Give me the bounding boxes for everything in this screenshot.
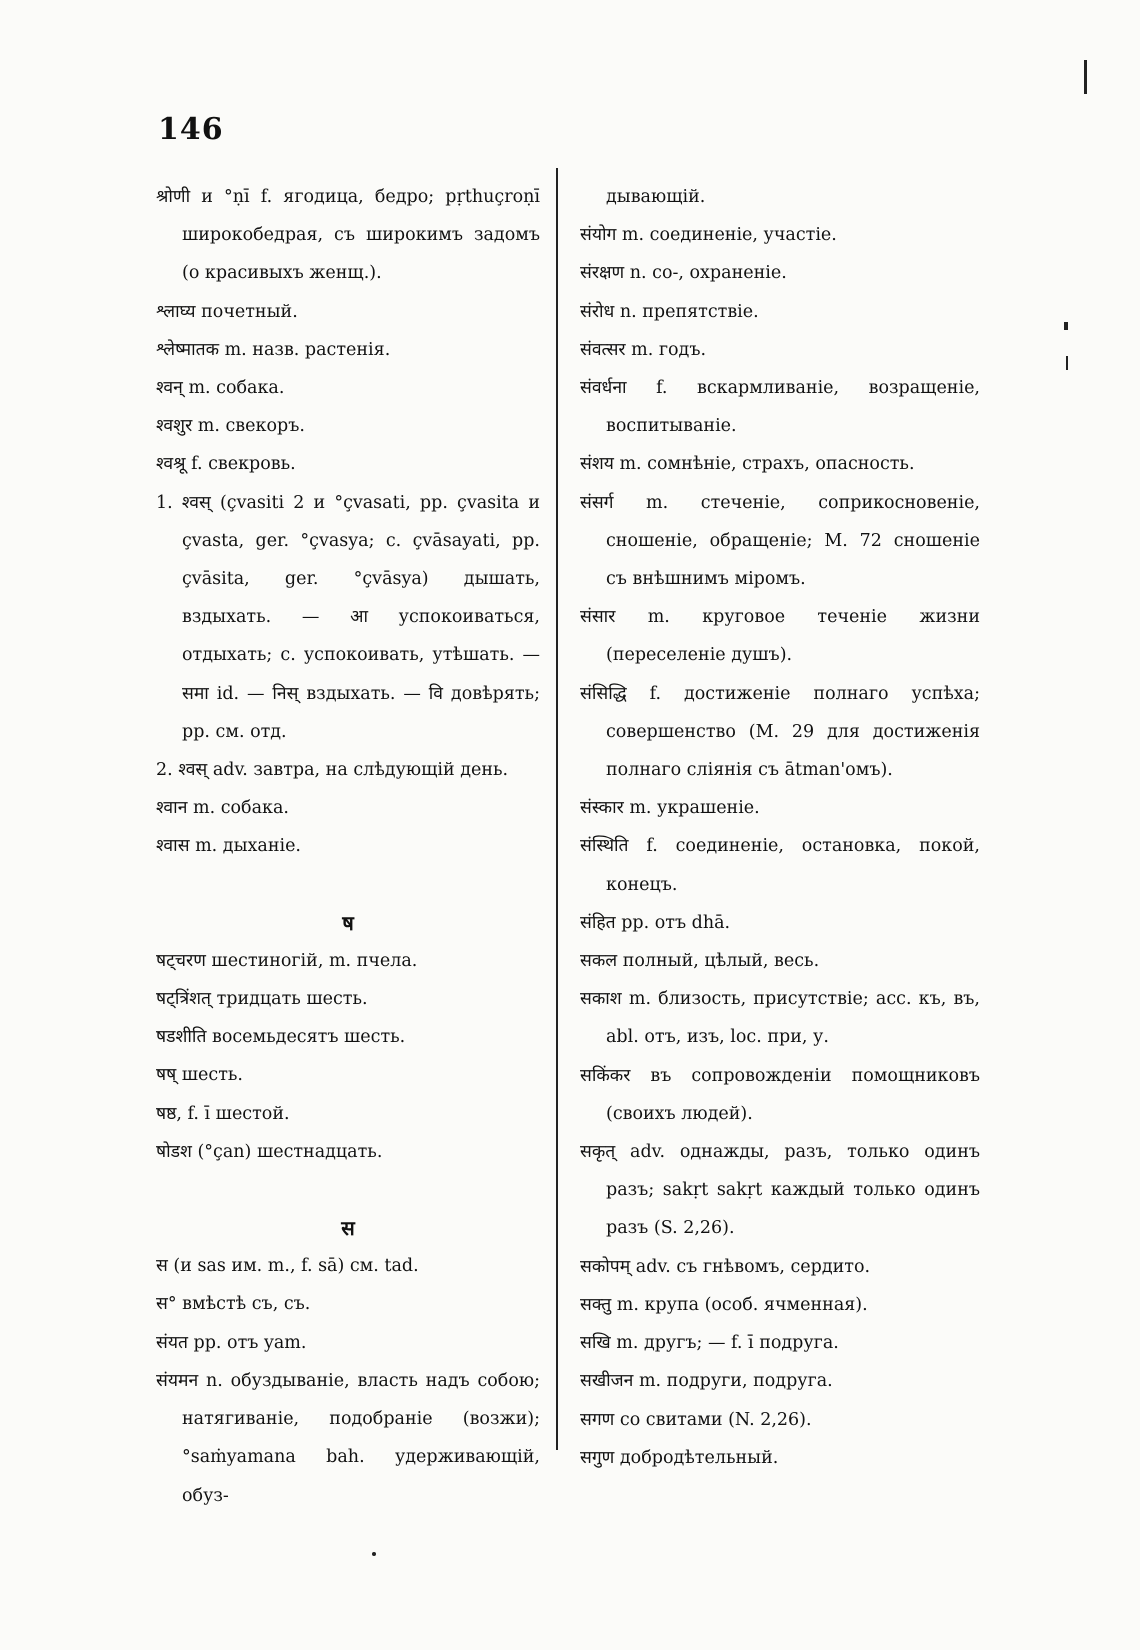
- dictionary-entry: श्वान m. собака.: [156, 798, 289, 819]
- margin-mark: [1066, 356, 1068, 370]
- dictionary-entry: स° вмѣстѣ съ, съ.: [156, 1294, 311, 1315]
- dictionary-entry: संरोध n. препятствіе.: [580, 301, 759, 322]
- dictionary-entry: श्वास m. дыханіе.: [156, 836, 301, 857]
- dictionary-entry: स (и sas им. m., f. sā) см. tad.: [156, 1256, 419, 1277]
- dictionary-entry: संयत pp. отъ yam.: [156, 1332, 307, 1353]
- dictionary-entry: सखि m. другъ; — f. ī подруга.: [580, 1333, 839, 1354]
- dictionary-entry: सगुण добродѣтельный.: [580, 1447, 779, 1468]
- dictionary-entry: षोडश (°çan) шестнадцать.: [156, 1141, 383, 1162]
- dictionary-entry: संयोग m. соединеніе, участіе.: [580, 225, 837, 246]
- dictionary-entry: संवर्धना f. вскармливаніе, возращеніе, воспитываніе.: [580, 378, 980, 437]
- dictionary-entry: षष्ठ, f. ī шестой.: [156, 1103, 290, 1124]
- section-gap: [156, 1171, 540, 1209]
- section-heading: ष: [342, 910, 354, 935]
- margin-mark: [372, 1552, 376, 1556]
- dictionary-entry: सक्तु m. крупа (особ. ячменная).: [580, 1294, 868, 1315]
- dictionary-entry: श्लाघ्य почетный.: [156, 301, 298, 322]
- dictionary-entry: षट्त्रिंशत् тридцать шесть.: [156, 989, 368, 1010]
- dictionary-entry: श्वश्रू f. свекровь.: [156, 454, 296, 475]
- dictionary-entry: संशय m. сомнѣніе, страхъ, опасность.: [580, 454, 915, 475]
- page-number: 146: [158, 112, 224, 147]
- dictionary-entry: सगण со свитами (N. 2,26).: [580, 1409, 812, 1430]
- column-divider: [556, 168, 558, 1450]
- margin-mark: [1084, 60, 1087, 94]
- dictionary-entry: 2. श्वस् adv. завтра, на слѣдующій день.: [156, 760, 509, 781]
- dictionary-entry: श्रोणी и °ṇī f. ягодица, бедро; pṛthuçroṇī широкобедрая, съ широкимъ задомъ (о красивыхъ женщ.).: [156, 187, 540, 284]
- dictionary-entry: संसर्ग m. стеченіе, соприкосновеніе, сношеніе, обращеніе; M. 72 сношеніе съ внѣшнимъ міромъ.: [580, 492, 980, 590]
- dictionary-entry: संहित pp. отъ dhā.: [580, 912, 731, 933]
- dictionary-entry: संस्थिति f. соединеніе, остановка, покой, конецъ.: [580, 836, 980, 895]
- dictionary-entry: संवत्सर m. годъ.: [580, 339, 707, 360]
- dictionary-entry: संसिद्धि f. достиженіе полнаго успѣха; совершенство (M. 29 для достиженія полнаго сліянія съ ātman'омъ).: [580, 683, 980, 781]
- dictionary-entry: श्लेष्मातक m. назв. растенія.: [156, 339, 391, 360]
- dictionary-entry: षट्चरण шестиногій, m. пчела.: [156, 950, 418, 971]
- dictionary-entry: श्वन् m. собака.: [156, 378, 285, 399]
- dictionary-entry: 1. श्वस् (çvasiti 2 и °çvasati, pp. çvasita и çvasta, ger. °çvasya; c. çvāsayati, pp. çvāsita, ger. °çvāsya) дышать, вздыхать. — आ успокоиваться, отдыхать; c. успокоивать, утѣшать. — समा id. — निस् вздыхать. — वि довѣрять; pp. см. отд.: [156, 492, 540, 742]
- dictionary-entry: संसार m. круговое теченіе жизни (переселеніе душъ).: [580, 607, 980, 666]
- right-column: [580, 178, 980, 1477]
- margin-mark: [1064, 322, 1068, 330]
- dictionary-entry: संयमन n. обуздываніе, власть надъ собою; натягиваніе, подобраніе (возжи); °saṁyamana bah. удерживающій, обуз-: [156, 1370, 540, 1506]
- dictionary-entry: सकल полный, цѣлый, весь.: [580, 951, 820, 972]
- dictionary-entry: षष् шесть.: [156, 1065, 243, 1086]
- entry-continuation: дывающій.: [606, 187, 706, 207]
- section-heading: स: [341, 1216, 355, 1241]
- dictionary-entry: सकृत् adv. однажды, разъ, только одинъ разъ; sakṛt sakṛt каждый только одинъ разъ (S. 2,26).: [580, 1142, 980, 1239]
- section-gap: [156, 866, 540, 904]
- dictionary-entry: षडशीति восемьдесятъ шесть.: [156, 1027, 406, 1048]
- dictionary-entry: संस्कार m. украшеніе.: [580, 798, 760, 819]
- dictionary-entry: सखीजन m. подруги, подруга.: [580, 1371, 833, 1392]
- dictionary-entry: श्वशुर m. свекоръ.: [156, 416, 305, 437]
- dictionary-entry: सकोपम् adv. съ гнѣвомъ, сердито.: [580, 1256, 871, 1277]
- dictionary-entry: सकाश m. близость, присутствіе; acc. къ, въ, abl. отъ, изъ, loc. при, у.: [580, 989, 980, 1048]
- dictionary-entry: संरक्षण n. со-, охраненіе.: [580, 263, 787, 284]
- left-column: [156, 178, 540, 1515]
- dictionary-entry: सकिंकर въ сопровожденіи помощниковъ (своихъ людей).: [580, 1065, 980, 1124]
